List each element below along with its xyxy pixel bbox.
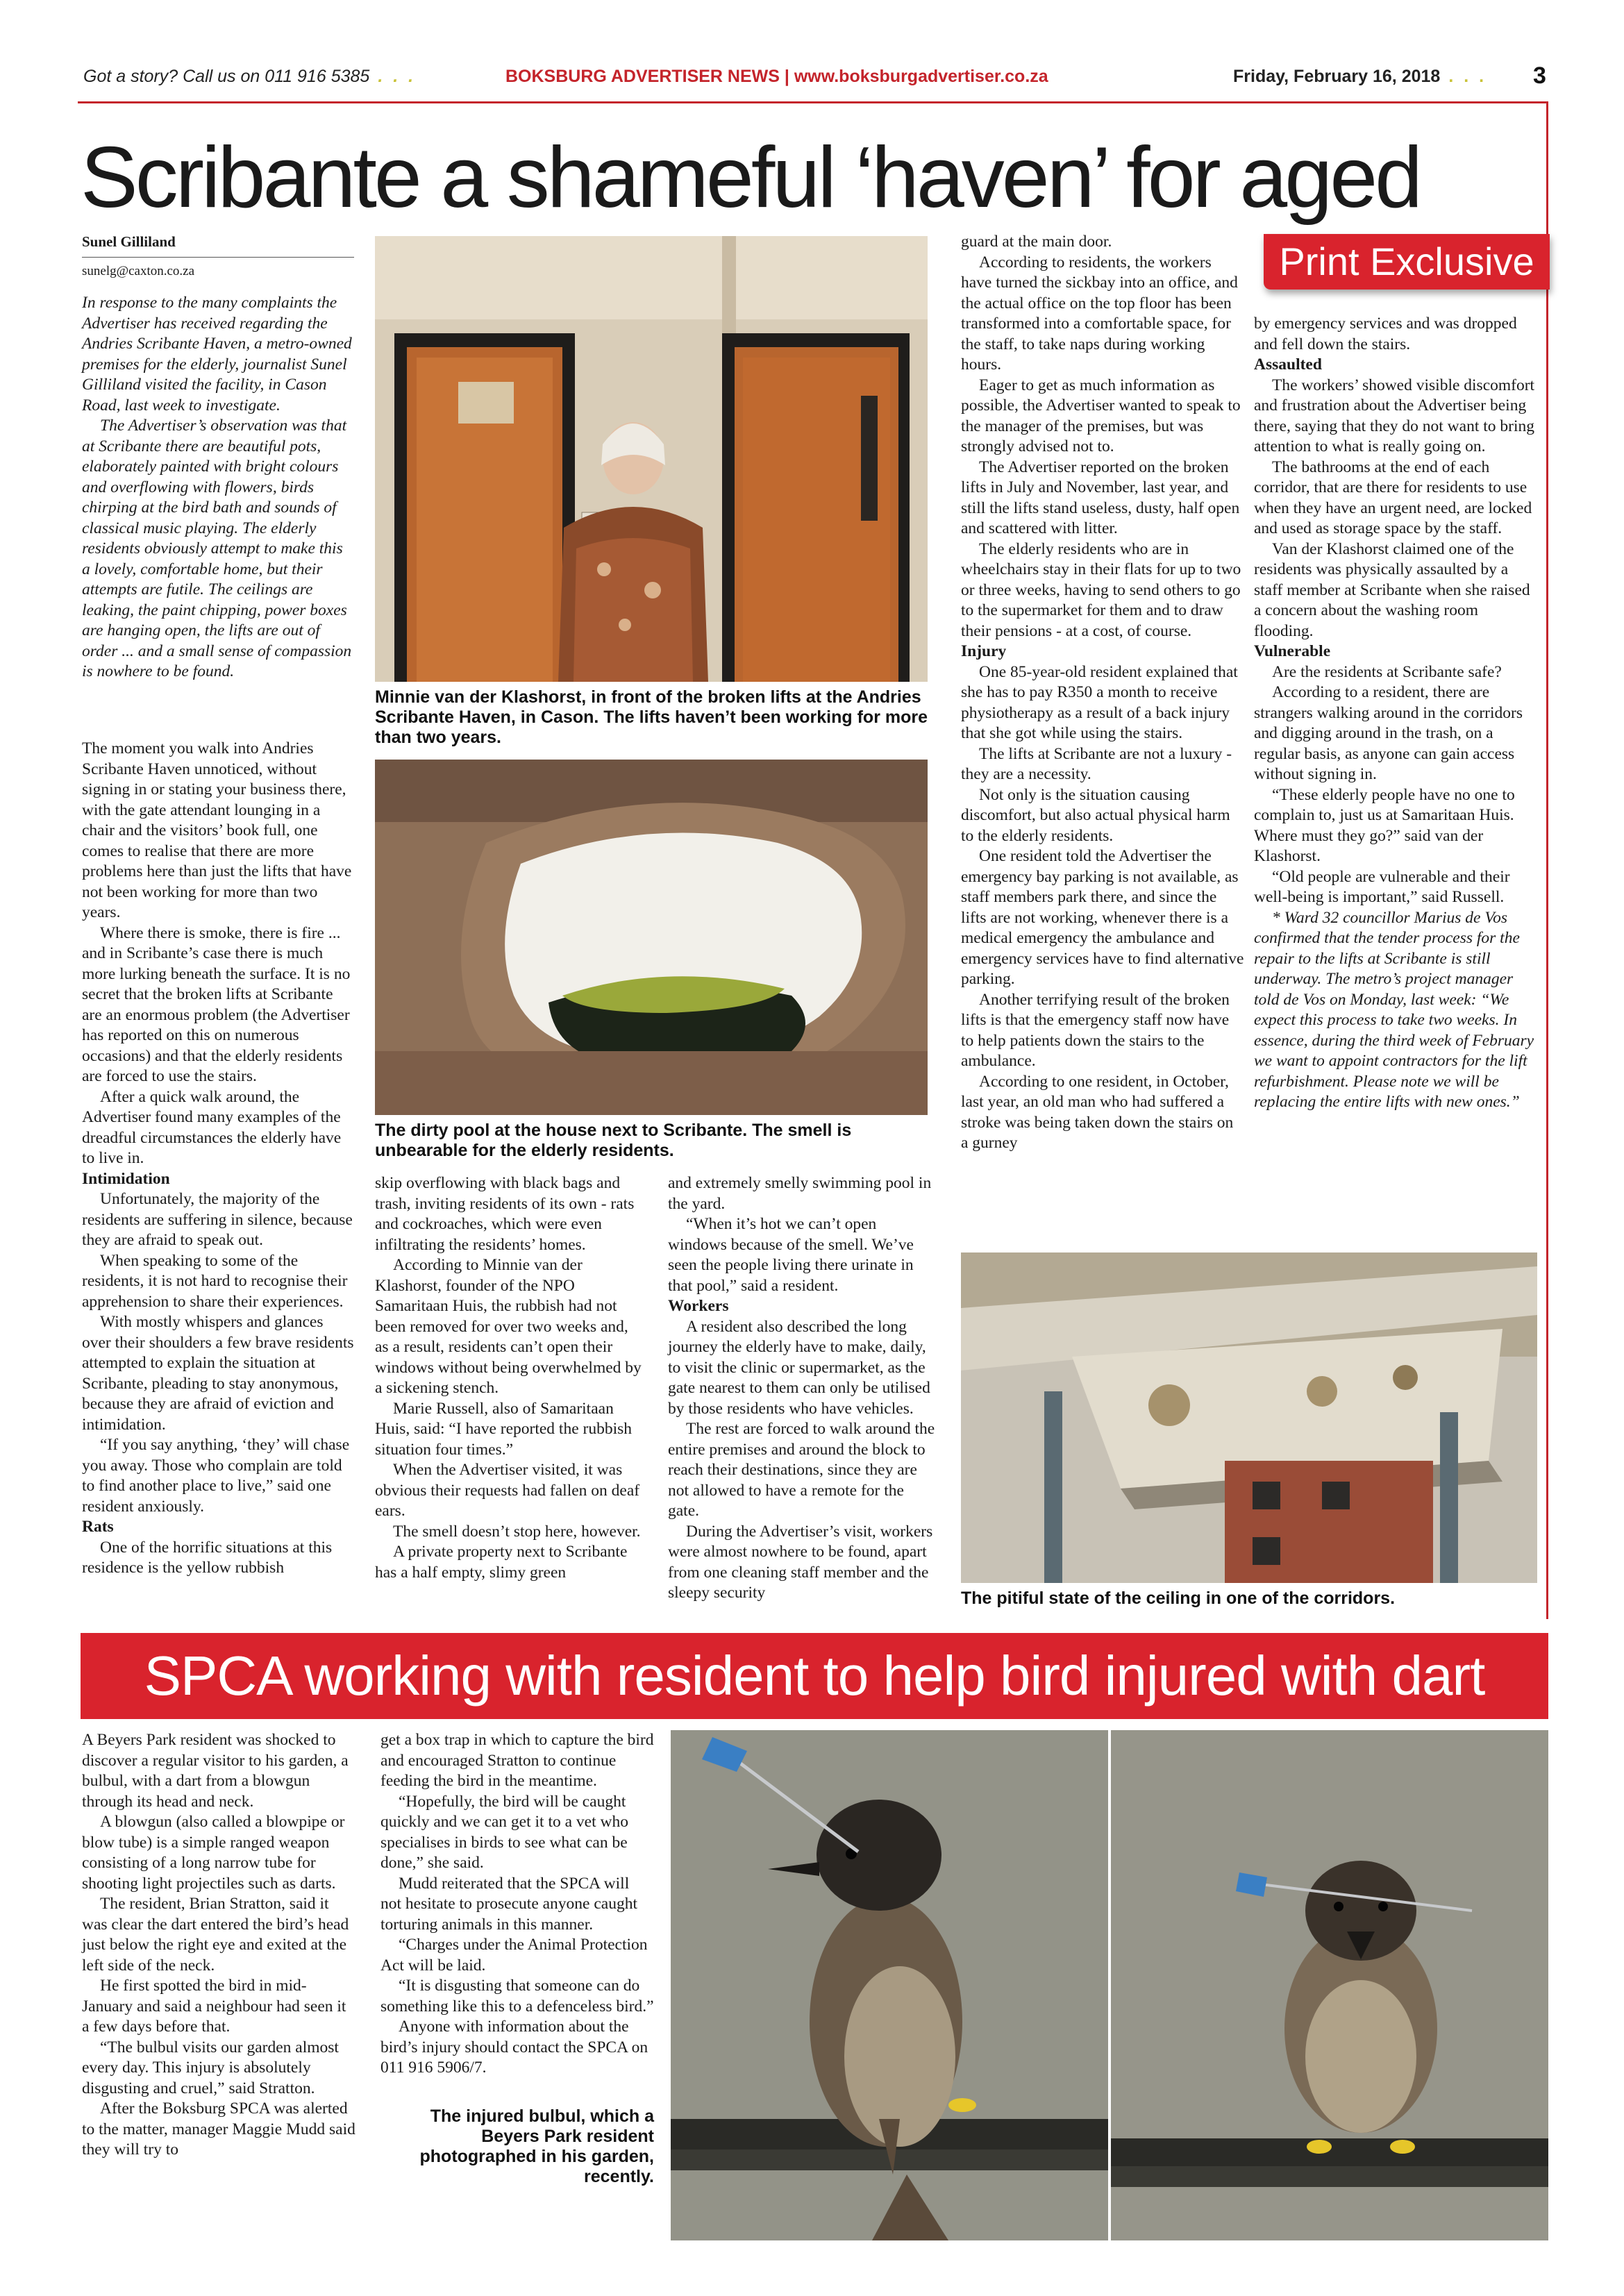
body-paragraph: The workers’ showed visible discomfort and frustration about the Advertiser being there, saying that they do not want to bring attention to what is really going on. (1254, 376, 1535, 455)
bulbul-left-illustration (671, 1730, 1108, 2240)
article-column-5 (1254, 314, 1537, 1113)
author-name: Sunel Gilliland (82, 233, 176, 250)
subhead-vulnerable: Vulnerable (1254, 642, 1331, 660)
body-paragraph: When speaking to some of the residents, it is not hard to recognise their apprehension to share their experiences. (82, 1251, 348, 1311)
body-paragraph: A private property next to Scribante has a half empty, slimy green (375, 1543, 628, 1582)
body-paragraph: The resident, Brian Stratton, said it was clear the dart entered the bird’s head just below the right eye and exited at the left side of the neck. (82, 1895, 349, 1975)
header-rule (78, 101, 1548, 103)
body-paragraph: The rest are forced to walk around the entire premises and around the block to reach their destinations, since they are not allowed to have a remote for the gate. (668, 1420, 935, 1520)
body-paragraph: According to a resident, there are strangers walking around in the corridors and digging around in the trash, on a regular basis, as anyone can gain access without signing in. (1254, 683, 1523, 783)
body-paragraph: and extremely smelly swimming pool in the yard. (668, 1174, 932, 1213)
photo-lifts (375, 236, 928, 682)
body-paragraph: The lifts at Scribante are not a luxury - they are a necessity. (961, 744, 1232, 783)
article-headline: Scribante a shameful ‘haven’ for aged (81, 130, 1421, 226)
body-paragraph: Marie Russell, also of Samaritaan Huis, said: “I have reported the rubbish situation four times.” (375, 1399, 633, 1459)
body-paragraph: After a quick walk around, the Advertiser found many examples of the dreadful circumstances the elderly have to live in. (82, 1087, 342, 1167)
body-paragraph: “These elderly people have no one to complain to, just us at Samaritaan Huis. Where must they go?” said van der Klashorst. (1254, 785, 1515, 865)
body-paragraph: When the Advertiser visited, it was obvious their requests had fallen on deaf ears. (375, 1461, 640, 1520)
body-paragraph: “Old people are vulnerable and their well-being is important,” said Russell. (1254, 867, 1510, 906)
body-paragraph: According to one resident, in October, last year, an old man who had suffered a stroke was being taken down the stairs on a gurney (961, 1072, 1234, 1152)
body-paragraph: Eager to get as much information as possible, the Advertiser wanted to speak to the manager of the premises, but was strongly advised not to. (961, 376, 1241, 455)
body-paragraph: guard at the main door. (961, 233, 1112, 251)
spca-column-2 (380, 1730, 654, 2079)
body-paragraph: A Beyers Park resident was shocked to discover a regular visitor to his garden, a bulbul, with a dart from a blowgun through its head and neck. (82, 1731, 349, 1811)
body-paragraph: The smell doesn’t stop here, however. (393, 1522, 641, 1541)
body-paragraph: Another terrifying result of the broken lifts is that the emergency staff now have to help patients down the stairs to the ambulance. (961, 990, 1230, 1070)
article-column-4 (961, 232, 1244, 1154)
header-tip-line: Got a story? Call us on 011 916 5385 . . . (83, 67, 417, 86)
body-paragraph: One 85-year-old resident explained that she has to pay R350 a month to receive physiotherapy as a result of a back injury that she got while using the stairs. (961, 662, 1238, 742)
page-number: 3 (1533, 62, 1546, 89)
body-paragraph: Unfortunately, the majority of the residents are suffering in silence, because they are afraid to speak out. (82, 1190, 353, 1249)
subhead-intimidation: Intimidation (82, 1169, 170, 1188)
ceiling-illustration (961, 1252, 1537, 1583)
header-section-title[interactable]: BOKSBURG ADVERTISER NEWS | www.boksburgadvertiser.co.za (505, 67, 1048, 86)
body-paragraph: “Hopefully, the bird will be caught quickly and we can get it to a vet who specialises in birds to see what can be done,” she said. (380, 1792, 628, 1872)
body-paragraph: “Charges under the Animal Protection Act will be laid. (380, 1936, 648, 1975)
body-paragraph: After the Boksburg SPCA was alerted to the matter, manager Maggie Mudd said they will try to (82, 2100, 355, 2159)
body-paragraph: A blowgun (also called a blowpipe or blow tube) is a simple ranged weapon consisting of a long narrow tube for shooting light projectiles such as darts. (82, 1813, 345, 1893)
body-paragraph: With mostly whispers and glances over their shoulders a few brave residents attempted to explain the situation at Scribante, pleading to stay anonymous, because they are afraid of eviction and intimidation. (82, 1313, 354, 1434)
body-paragraph: One resident told the Advertiser the emergency bay parking is not available, as staff members park there, and since the lifts are not working, whenever there is a medical emergency the ambulance and emergency services have to find alternative parking. (961, 847, 1244, 988)
spca-column-1 (82, 1730, 355, 2161)
body-paragraph: Van der Klashorst claimed one of the residents was physically assaulted by a staff member at Scribante when she raised a concern about the washing room flooding. (1254, 539, 1530, 640)
body-paragraph: During the Advertiser’s visit, workers were almost nowhere to be found, apart from one cleaning staff member and the sleepy security (668, 1522, 933, 1602)
body-paragraph: Mudd reiterated that the SPCA will not hesitate to prosecute anyone caught torturing animals in this manner. (380, 1874, 637, 1934)
body-paragraph: Where there is smoke, there is fire ... and in Scribante’s case there is much more lurking beneath the surface. It is no secret that the broken lifts at Scribante are an enormous problem (the Advertiser has reported on this on numerous occasions) and that the elderly residents are forced to use the stairs. (82, 923, 351, 1085)
caption-bulbul: The injured bulbul, which a Beyers Park resident photographed in his garden, recently. (419, 2106, 654, 2186)
subhead-injury: Injury (961, 642, 1007, 660)
body-paragraph: get a box trap in which to capture the bird and encouraged Stratton to continue feeding the bird in the meantime. (380, 1731, 654, 1790)
subhead-assaulted: Assaulted (1254, 355, 1322, 374)
article-frame-rule (1546, 101, 1548, 1619)
body-paragraph: “It is disgusting that someone can do something like this to a defenceless bird.” (380, 1977, 654, 2016)
print-exclusive-badge: Print Exclusive (1264, 234, 1550, 290)
councillor-footnote: * Ward 32 councillor Marius de Vos confirmed that the tender process for the repair to the lifts at Scribante is still underway. The metro’s project manager told de Vos on Monday, last week: “We expect this process to take two weeks. In essence, during the third week of February we want to appoint contractors for the lift refurbishment. Please note we will be replacing the entire lifts with new ones.” (1254, 908, 1534, 1111)
body-paragraph: Are the residents at Scribante safe? (1272, 662, 1502, 681)
article-column-3 (668, 1173, 937, 1604)
header-date: Friday, February 16, 2018 . . . (1233, 67, 1487, 86)
body-paragraph: A resident also described the long journey the elderly have to make, daily, to visit the clinic or supermarket, as the gate nearest to them can only be utilised by those residents who have vehicles. (668, 1317, 930, 1418)
body-paragraph: “When it’s hot we can’t open windows because of the smell. We’ve seen the people living there urinate in that pool,” said a resident. (668, 1215, 914, 1295)
body-paragraph: Anyone with information about the bird’s injury should contact the SPCA on 011 916 5906/7. (380, 2018, 648, 2077)
pool-illustration (375, 760, 928, 1115)
bulbul-right-illustration (1111, 1730, 1548, 2240)
body-paragraph: “If you say anything, ‘they’ will chase you away. Those who complain are told to find another place to live,” said one resident anxiously. (82, 1436, 350, 1516)
body-paragraph: “The bulbul visits our garden almost every day. This injury is absolutely disgusting and cruel,” said Stratton. (82, 2038, 339, 2097)
photo-bulbul-left (671, 1730, 1108, 2240)
article-column-1 (82, 739, 354, 1579)
body-paragraph: The moment you walk into Andries Scribante Haven unnoticed, without signing in or stating your business there, with the gate attendant lounging in a chair and the visitors’ book full, one comes to realise that there are more problems here than just the lifts that have not been working for more than two years. (82, 739, 352, 921)
body-paragraph: One of the horrific situations at this residence is the yellow rubbish (82, 1538, 333, 1577)
body-paragraph: According to Minnie van der Klashorst, founder of the NPO Samaritaan Huis, the rubbish had not been removed for over two weeks and, as a result, residents can’t open their windows without being overwhelmed by a sickening stench. (375, 1256, 642, 1397)
caption-lifts: Minnie van der Klashorst, in front of the broken lifts at the Andries Scribante Haven, in Cason. The lifts haven’t been working for more than two years. (375, 687, 928, 747)
body-paragraph: According to residents, the workers have turned the sickbay into an office, and the actual office on the top floor has been transformed into a comfortable space, for the staff, to take naps during working hours. (961, 253, 1238, 374)
subhead-workers: Workers (668, 1297, 729, 1315)
subhead-rats: Rats (82, 1518, 114, 1536)
author-email[interactable]: sunelg@caxton.co.za (82, 257, 354, 281)
lifts-illustration (375, 236, 928, 682)
intro-paragraph: The Advertiser’s observation was that at Scribante there are beautiful pots, elaborately painted with bright colours and overflowing with flowers, birds chirping at the bird bath and sounds of classical music playing. The elderly residents obviously attempt to make this a lovely, comfortable home, but their attempts are futile. The ceilings are leaking, the paint chipping, power boxes are hanging open, the lifts are out of order ... and a small sense of compassion is nowhere to be found. (82, 417, 352, 680)
body-paragraph: Not only is the situation causing discomfort, but also actual physical harm to the elderly residents. (961, 785, 1230, 845)
body-paragraph: by emergency services and was dropped and fell down the stairs. (1254, 315, 1517, 353)
byline (82, 232, 354, 281)
body-paragraph: skip overflowing with black bags and trash, inviting residents of its own - rats and cockroaches, which were even infiltrating the residents’ homes. (375, 1174, 635, 1254)
body-paragraph: The bathrooms at the end of each corridor, that are there for residents to use when they have an urgent need, are locked and used as storage space by the staff. (1254, 458, 1532, 537)
intro-paragraph: In response to the many complaints the Advertiser has received regarding the Andries Scribante Haven, a metro-owned premises for the elderly, journalist Sunel Gilliland visited the facility, in Cason Road, last week to investigate. (82, 294, 352, 414)
caption-pool: The dirty pool at the house next to Scribante. The smell is unbearable for the elderly residents. (375, 1121, 852, 1160)
photo-pool (375, 760, 928, 1115)
body-paragraph: The Advertiser reported on the broken lifts in July and November, last year, and still the lifts stand useless, dusty, half open and scattered with litter. (961, 458, 1240, 537)
photo-bulbul-right (1111, 1730, 1548, 2240)
article-intro (82, 293, 354, 682)
caption-ceiling: The pitiful state of the ceiling in one of the corridors. (961, 1589, 1396, 1608)
article-column-2 (375, 1173, 644, 1583)
body-paragraph: He first spotted the bird in mid-January and said a neighbour had seen it a few days before that. (82, 1977, 346, 2036)
spca-headline-banner: SPCA working with resident to help bird injured with dart (81, 1633, 1548, 1719)
photo-ceiling (961, 1252, 1537, 1583)
body-paragraph: The elderly residents who are in wheelchairs stay in their flats for up to two or three weeks, having to send others to go to the supermarket for them and to draw their pensions - at a cost, of course. (961, 539, 1241, 640)
